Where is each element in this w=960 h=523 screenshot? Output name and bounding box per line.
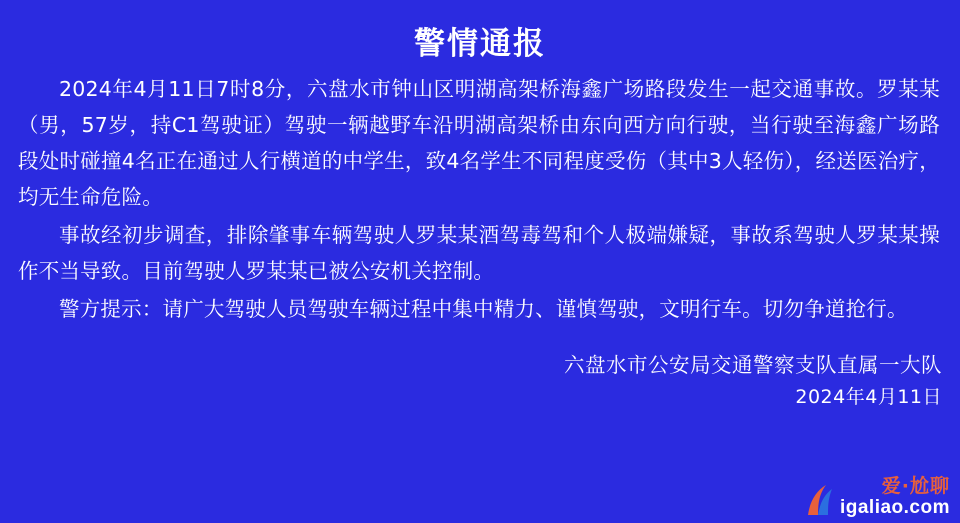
notice-body — [0, 71, 960, 327]
watermark-chinese: 爱·尬聊 — [881, 475, 950, 497]
paragraph: 事故经初步调查，排除肇事车辆驾驶人罗某某酒驾毒驾和个人极端嫌疑，事故系驾驶人罗某某操作不当导致。目前驾驶人罗某某已被公安机关控制。 — [18, 223, 940, 283]
page-title: 警情通报 — [414, 26, 546, 62]
paragraph: 2024年4月11日7时8分，六盘水市钟山区明湖高架桥海鑫广场路段发生一起交通事故。罗某某（男，57岁，持C1驾驶证）驾驶一辆越野车沿明湖高架桥由东向西方向行驶，当行驶至海鑫广场路段处时碰撞4名正在通过人行横道的中学生，致4名学生不同程度受伤（其中3人轻伤），经送医治疗，均无生命危险。 — [18, 77, 940, 209]
paragraph: 警方提示：请广大驾驶人员驾驶车辆过程中集中精力、谨慎驾驶，文明行车。切勿争道抢行。 — [59, 297, 908, 321]
signature — [0, 349, 960, 413]
signature-organization: 六盘水市公安局交通警察支队直属一大队 — [564, 353, 942, 377]
watermark — [840, 477, 950, 517]
bird-logo-icon — [804, 481, 834, 517]
watermark-latin: igaliao.com — [839, 497, 950, 518]
signature-date: 2024年4月11日 — [795, 386, 942, 408]
